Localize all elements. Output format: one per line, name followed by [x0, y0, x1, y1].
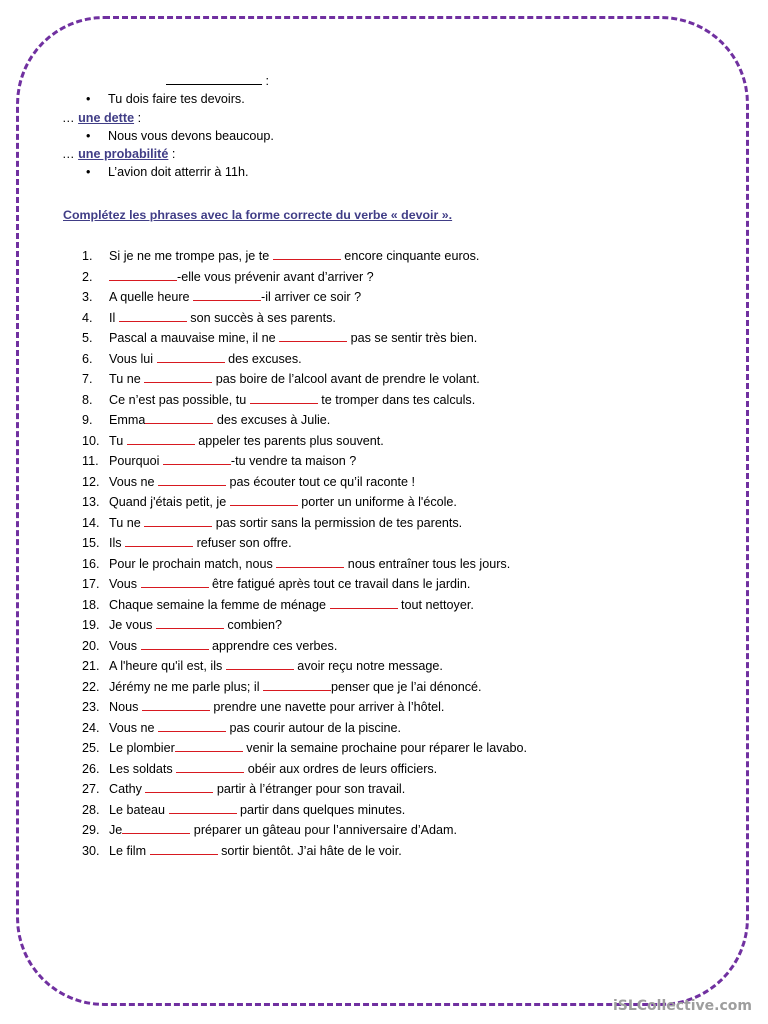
exercise-text-after: -il arriver ce soir ? — [261, 290, 362, 304]
exercise-text-before: Vous ne — [109, 720, 159, 735]
exercise-number: 2. — [82, 269, 93, 284]
exercise-text-after: pas courir autour de la piscine. — [226, 720, 402, 735]
exercise-text-after: venir la semaine prochaine pour réparer le lavabo. — [242, 741, 528, 755]
usage-label-probabilite: une probabilité — [78, 147, 169, 162]
exercise-item — [82, 574, 732, 595]
exercise-text-before: Vous — [109, 577, 141, 591]
exercise-item — [82, 410, 732, 431]
exercise-text-before: Emma — [109, 413, 146, 427]
usage-example-3: L’avion doit atterrir à 11h. — [108, 165, 249, 180]
exercise-text-before: Tu — [109, 433, 127, 448]
exercise-number: 30. — [82, 843, 100, 858]
exercise-item — [82, 615, 732, 636]
exercise-text-after: te tromper dans tes calculs. — [317, 392, 476, 407]
exercise-text-after: -elle vous prévenir avant d’arriver ? — [177, 269, 374, 284]
answer-blank[interactable] — [230, 493, 298, 506]
answer-blank[interactable] — [250, 391, 318, 404]
usage-example-1: Tu dois faire tes devoirs. — [108, 92, 245, 107]
exercise-number: 24. — [82, 720, 100, 735]
exercise-item — [82, 718, 732, 739]
answer-blank[interactable] — [330, 596, 398, 609]
answer-blank[interactable] — [163, 452, 231, 465]
exercise-number: 13. — [82, 495, 100, 509]
exercise-number: 3. — [82, 290, 93, 304]
exercise-number: 14. — [82, 515, 100, 530]
exercise-item — [82, 554, 732, 575]
exercise-item — [82, 287, 732, 308]
exercise-text-before: Je vous — [109, 618, 156, 632]
answer-blank[interactable] — [109, 268, 177, 281]
exercise-item — [82, 492, 732, 513]
exercise-text-after: porter un uniforme à l'école. — [297, 495, 457, 509]
exercise-text-before: A quelle heure — [109, 290, 194, 304]
exercise-number: 20. — [82, 638, 100, 653]
exercise-item — [82, 246, 732, 267]
exercise-text-after: partir à l’étranger pour son travail. — [213, 782, 406, 796]
answer-blank[interactable] — [193, 288, 261, 301]
exercise-text-before: Vous — [109, 638, 141, 653]
exercise-text-before: Le film — [109, 843, 150, 858]
exercise-item — [82, 656, 732, 677]
exercise-item — [82, 431, 732, 452]
exercise-item — [82, 533, 732, 554]
exercise-number: 6. — [82, 351, 93, 366]
exercise-item — [82, 820, 732, 841]
answer-blank[interactable] — [158, 719, 226, 732]
exercise-text-after: apprendre ces verbes. — [208, 638, 338, 653]
answer-blank[interactable] — [276, 555, 344, 568]
exercise-text-after: son succès à ses parents. — [186, 310, 336, 325]
answer-blank[interactable] — [141, 637, 209, 650]
exercise-text-before: Jérémy ne me parle plus; il — [109, 679, 263, 694]
bullet-icon: • — [86, 92, 91, 107]
exercise-text-before: Vous lui — [109, 351, 157, 366]
exercise-text-before: Quand j'étais petit, je — [109, 495, 230, 509]
exercise-text-before: Pourquoi — [109, 454, 163, 468]
answer-blank[interactable] — [125, 534, 193, 547]
answer-blank[interactable] — [119, 309, 187, 322]
exercise-text-before: A l'heure qu'il est, ils — [109, 659, 226, 673]
exercise-number: 17. — [82, 577, 100, 591]
exercise-text-before: Pour le prochain match, nous — [109, 556, 277, 571]
usage-bullet-2 — [62, 127, 702, 145]
exercise-text-after: prendre une navette pour arriver à l’hôtel. — [209, 700, 445, 714]
exercise-item — [82, 759, 732, 780]
usage-section — [62, 72, 702, 182]
exercise-number: 11. — [82, 454, 99, 468]
answer-blank[interactable] — [122, 821, 190, 834]
watermark-logo: iSLCollective.com — [612, 998, 752, 1014]
answer-blank[interactable] — [141, 575, 209, 588]
answer-blank[interactable] — [175, 739, 243, 752]
exercise-item — [82, 800, 732, 821]
answer-blank[interactable] — [273, 247, 341, 260]
exercise-text-after: pas sortir sans la permission de tes parents. — [212, 515, 463, 530]
exercise-item — [82, 328, 732, 349]
exercise-text-before: Nous — [109, 700, 142, 714]
exercise-number: 27. — [82, 782, 100, 796]
answer-blank[interactable] — [144, 514, 212, 527]
answer-blank[interactable] — [157, 350, 225, 363]
exercise-text-after: -tu vendre ta maison ? — [230, 454, 357, 468]
exercise-text-after: combien? — [223, 618, 283, 632]
exercise-number: 25. — [82, 741, 100, 755]
exercise-number: 18. — [82, 597, 100, 612]
exercise-text-before: Chaque semaine la femme de ménage — [109, 597, 330, 612]
answer-blank[interactable] — [263, 678, 331, 691]
usage-example-2: Nous vous devons beaucoup. — [108, 128, 274, 143]
exercise-text-before: Cathy — [109, 782, 146, 796]
exercise-item — [82, 349, 732, 370]
exercise-number: 29. — [82, 823, 100, 837]
exercise-text-before: Il — [109, 310, 119, 325]
answer-blank[interactable] — [127, 432, 195, 445]
exercise-text-after: nous entraîner tous les jours. — [344, 556, 511, 571]
usage-row-2: … une dette : — [62, 110, 142, 125]
exercise-number: 23. — [82, 700, 100, 714]
exercise-text-after: tout nettoyer. — [397, 597, 474, 612]
exercise-number: 19. — [82, 618, 100, 632]
exercise-item — [82, 451, 732, 472]
exercise-text-after: préparer un gâteau pour l’anniversaire d’Adam. — [190, 823, 458, 837]
exercise-number: 1. — [82, 249, 93, 263]
answer-blank[interactable] — [226, 657, 294, 670]
exercise-list — [82, 246, 732, 861]
exercise-number: 21. — [82, 659, 100, 673]
exercise-text-after: partir dans quelques minutes. — [236, 802, 406, 817]
exercise-instruction: Complétez les phrases avec la forme correcte du verbe « devoir ». — [63, 208, 453, 222]
exercise-item — [82, 636, 732, 657]
exercise-number: 22. — [82, 679, 100, 694]
answer-blank[interactable] — [145, 780, 213, 793]
exercise-text-after: refuser son offre. — [193, 536, 292, 550]
exercise-text-after: appeler tes parents plus souvent. — [194, 433, 384, 448]
exercise-text-before: Tu ne — [109, 372, 145, 386]
usage-row-3: … une probabilité : — [62, 147, 176, 162]
exercise-item — [82, 267, 732, 288]
exercise-item — [82, 513, 732, 534]
usage-bullet-1 — [62, 90, 702, 108]
exercise-text-before: Tu ne — [109, 515, 145, 530]
exercise-text-after: pas écouter tout ce qu’il raconte ! — [226, 474, 416, 489]
exercise-number: 26. — [82, 761, 100, 776]
exercise-number: 12. — [82, 474, 100, 489]
exercise-item — [82, 472, 732, 493]
exercise-number: 7. — [82, 372, 93, 386]
exercise-item — [82, 369, 732, 390]
exercise-number: 15. — [82, 536, 100, 550]
exercise-number: 4. — [82, 310, 93, 325]
exercise-text-after: penser que je l’ai dénoncé. — [331, 679, 482, 694]
exercise-item — [82, 841, 732, 862]
exercise-item — [82, 738, 732, 759]
usage-label-dette: une dette — [78, 110, 135, 125]
exercise-text-before: Ce n’est pas possible, tu — [109, 392, 250, 407]
usage-row-1: : — [62, 72, 702, 90]
exercise-text-before: Le plombier — [109, 741, 175, 755]
exercise-text-before: Pascal a mauvaise mine, il ne — [109, 331, 280, 345]
exercise-text-before: Les soldats — [109, 761, 177, 776]
exercise-text-after: des excuses. — [224, 351, 302, 366]
exercise-number: 28. — [82, 802, 100, 817]
exercise-text-after: avoir reçu notre message. — [293, 659, 443, 673]
answer-blank[interactable] — [142, 698, 210, 711]
exercise-text-before: Ils — [109, 536, 126, 550]
exercise-item — [82, 697, 732, 718]
exercise-text-before: Je — [109, 823, 123, 837]
exercise-text-after: sortir bientôt. J’ai hâte de le voir. — [217, 843, 402, 858]
exercise-number: 10. — [82, 433, 100, 448]
answer-blank[interactable] — [169, 801, 237, 814]
answer-blank[interactable] — [144, 370, 212, 383]
exercise-number: 16. — [82, 556, 100, 571]
bullet-icon: • — [86, 165, 91, 180]
exercise-text-after: pas boire de l’alcool avant de prendre le volant. — [212, 372, 480, 386]
answer-blank[interactable] — [279, 329, 347, 342]
exercise-number: 8. — [82, 392, 93, 407]
exercise-text-after: pas se sentir très bien. — [347, 331, 478, 345]
answer-blank[interactable] — [150, 842, 218, 855]
exercise-text-before: Le bateau — [109, 802, 169, 817]
exercise-text-after: encore cinquante euros. — [340, 249, 480, 263]
exercise-item — [82, 595, 732, 616]
answer-blank-heading[interactable] — [166, 72, 262, 85]
answer-blank[interactable] — [158, 473, 226, 486]
usage-bullet-3 — [62, 163, 702, 181]
exercise-text-after: obéir aux ordres de leurs officiers. — [244, 761, 438, 776]
exercise-item — [82, 390, 732, 411]
exercise-text-before: Si je ne me trompe pas, je te — [109, 249, 273, 263]
exercise-item — [82, 779, 732, 800]
exercise-text-after: des excuses à Julie. — [213, 413, 331, 427]
bullet-icon: • — [86, 128, 91, 143]
exercise-item — [82, 677, 732, 698]
exercise-text-after: être fatigué après tout ce travail dans le jardin. — [208, 577, 471, 591]
exercise-item — [82, 308, 732, 329]
answer-blank[interactable] — [156, 616, 224, 629]
exercise-text-before: Vous ne — [109, 474, 159, 489]
answer-blank[interactable] — [145, 411, 213, 424]
answer-blank[interactable] — [176, 760, 244, 773]
exercise-number: 5. — [82, 331, 93, 345]
exercise-number: 9. — [82, 413, 93, 427]
